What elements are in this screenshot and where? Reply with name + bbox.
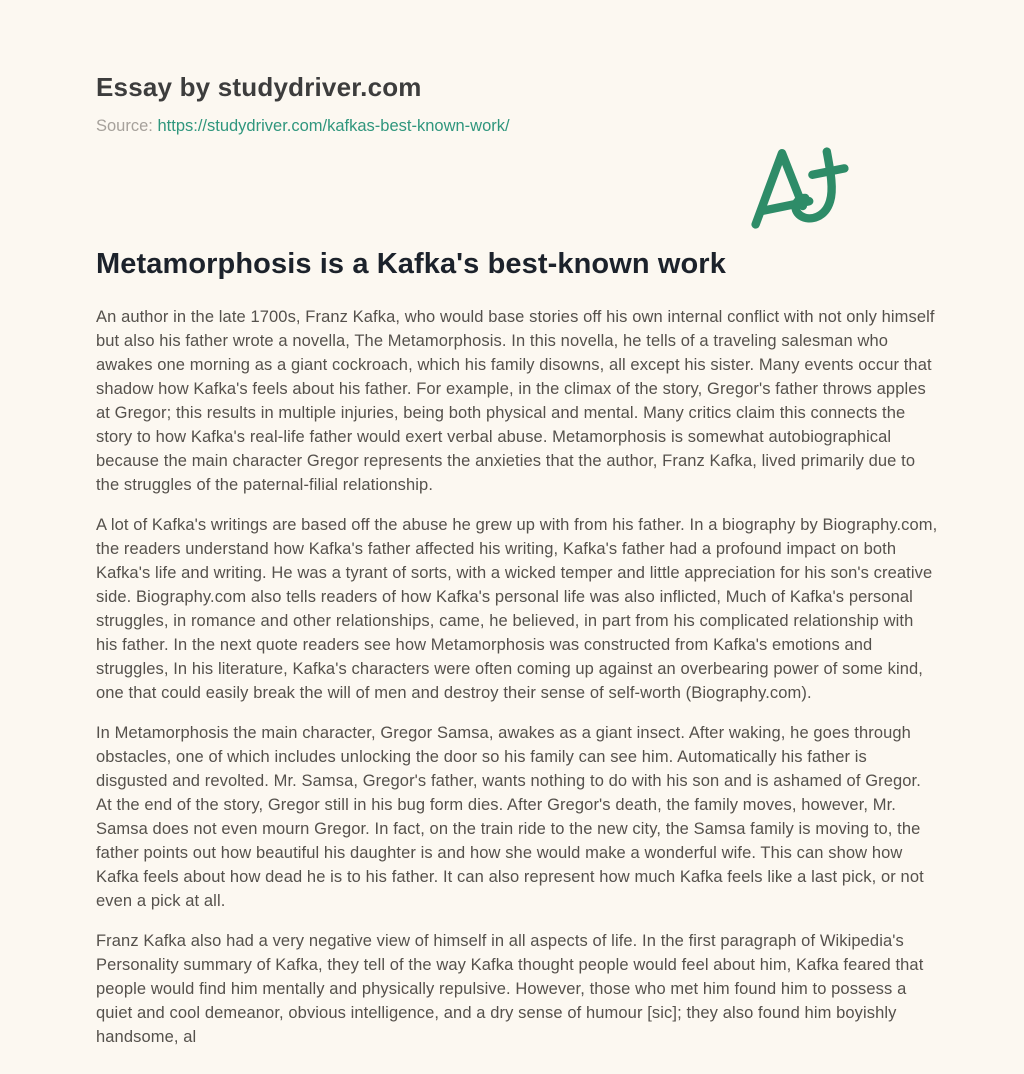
- source-label: Source:: [96, 117, 153, 135]
- article-title: Metamorphosis is a Kafka's best-known work: [96, 248, 726, 280]
- essay-paragraph-3: In Metamorphosis the main character, Gregor Samsa, awakes as a giant insect. After waking, he goes through obstacles, one of which includes unlocking the door so his family can see him. Automatically his father is disgusted and revolted. Mr. Samsa, Gregor's father, wants nothing to do with his son and is ashamed of Gregor. At the end of the story, Gregor still in his bug form dies. After Gregor's death, the family moves, however, Mr. Samsa does not even mourn Gregor. In fact, on the train ride to the new city, the Samsa family is moving to, the father points out how beautiful his daughter is and how she would make a wonderful wife. This can show how Kafka feels about how dead he is to his father. It can also represent how much Kafka feels like a last pick, or not even a pick at all.: [96, 724, 924, 910]
- essay-paragraph-1: An author in the late 1700s, Franz Kafka, who would base stories off his own internal conflict with not only himself but also his father wrote a novella, The Metamorphosis. In this novella, he tells of a traveling salesman who awakes one morning as a giant cockroach, which his family disowns, all except his sister. Many events occur that shadow how Kafka's feels about his father. For example, in the climax of the story, Gregor's father throws apples at Gregor; this results in multiple injuries, being both physical and mental. Many critics claim this connects the story to how Kafka's real-life father would exert verbal abuse. Metamorphosis is somewhat autobiographical because the main character Gregor represents the anxieties that the author, Franz Kafka, lived primarily due to the struggles of the paternal-filial relationship.: [96, 308, 935, 494]
- essay-body: [96, 305, 938, 1049]
- essay-paragraph-2: A lot of Kafka's writings are based off the abuse he grew up with from his father. In a biography by Biography.com, the readers understand how Kafka's father affected his writing, Kafka's father had a profound impact on both Kafka's life and writing. He was a tyrant of sorts, with a wicked temper and little appreciation for his son's creative side. Biography.com also tells readers of how Kafka's personal life was also inflicted, Much of Kafka's personal struggles, in romance and other relationships, came, he believed, in part from his complicated relationship with his father. In the next quote readers see how Metamorphosis was constructed from Kafka's emotions and struggles, In his literature, Kafka's characters were often coming up against an overbearing power of some kind, one that could easily break the will of men and destroy their sense of self-worth (Biography.com).: [96, 516, 938, 702]
- source-url-link[interactable]: https://studydriver.com/kafkas-best-known-work/: [157, 117, 510, 135]
- source-line: [96, 117, 930, 136]
- site-title: Essay by studydriver.com: [96, 72, 422, 102]
- page-header: [96, 72, 930, 136]
- essay-paragraph-4: Franz Kafka also had a very negative view of himself in all aspects of life. In the first paragraph of Wikipedia's Personality summary of Kafka, they tell of the way Kafka thought people would feel about him, Kafka feared that people would find him mentally and physically repulsive. However, those who met him found him to possess a quiet and cool demeanor, obvious intelligence, and a dry sense of humour [sic]; they also found him boyishly handsome, al: [96, 932, 924, 1046]
- studydriver-a-plus-logo-icon: [746, 136, 850, 236]
